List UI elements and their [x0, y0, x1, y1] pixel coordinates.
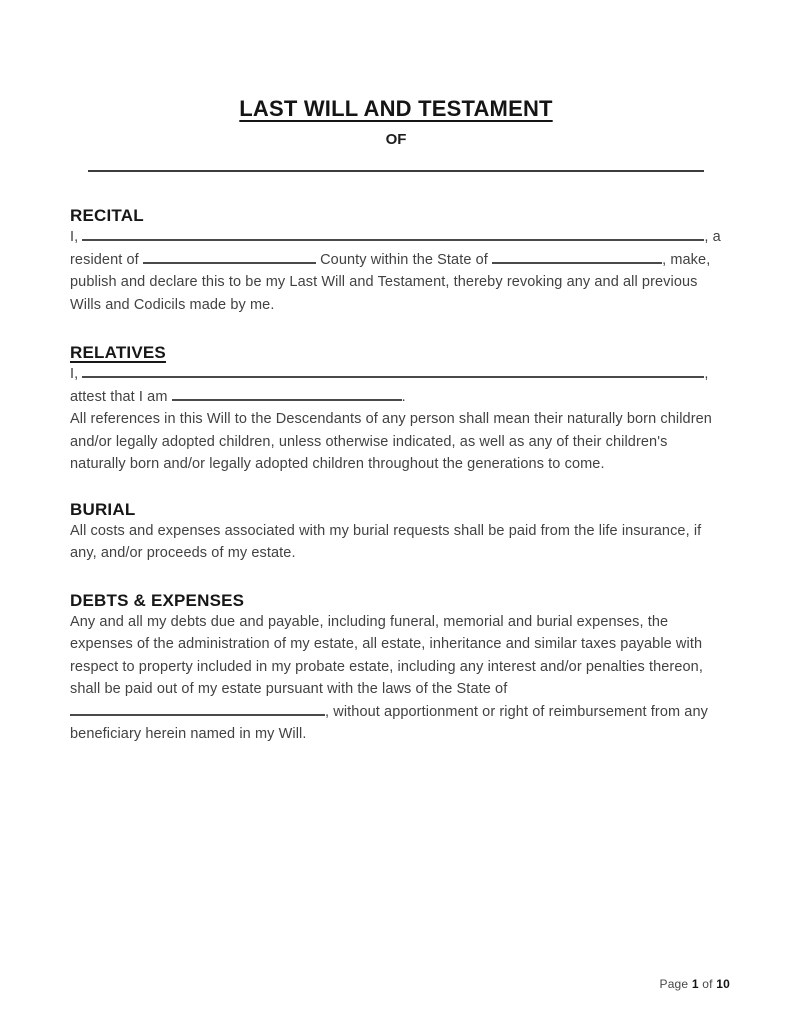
county-blank[interactable]: [143, 249, 316, 264]
relatives-text-3: .: [401, 388, 406, 405]
debts-text-1: Any and all my debts due and payable, including funeral, memorial and burial expenses, the expenses of the administration of my estate, all estate, inheritance and similar taxes payable with respect to property included in my probate estate, including any interest and/or penalties thereon, shall be paid out of my estate pursuant with the laws of the State of: [70, 613, 703, 697]
governing-state-blank[interactable]: [70, 701, 325, 716]
footer-page-number: 1: [691, 977, 699, 991]
relatives-text-2: , attest that I am: [70, 366, 709, 405]
document-title: LAST WILL AND TESTAMENT: [239, 96, 553, 121]
relationship-blank[interactable]: [172, 386, 402, 401]
footer-total-pages: 10: [716, 977, 730, 991]
testator-name-blank[interactable]: [82, 226, 704, 241]
descendants-paragraph: All references in this Will to the Descendants of any person shall mean their naturally born children and/or legally adopted children, unless otherwise indicated, as well as any of their children's naturally born and/or legally adopted children throughout the generations to come.: [70, 411, 712, 472]
recital-text-1: I,: [70, 229, 79, 245]
declarant-name-blank[interactable]: [82, 363, 704, 378]
burial-paragraph: All costs and expenses associated with my burial requests shall be paid from the life insurance, if any, and/or proceeds of my estate.: [70, 522, 702, 561]
debts-expenses-paragraph: [70, 611, 722, 746]
debts-expenses-heading: DEBTS & EXPENSES: [70, 590, 245, 610]
recital-text-4: , make, publish and declare this to be my Last Will and Testament, thereby revoking any and all previous Wills and Codicils made by me.: [70, 251, 711, 313]
footer-of-label: of: [702, 977, 713, 991]
page-footer: [659, 977, 730, 991]
recital-text-3: County within the State of: [320, 251, 488, 268]
state-blank[interactable]: [492, 249, 662, 264]
relatives-heading: RELATIVES: [70, 343, 166, 362]
recital-text-2: , a resident of: [70, 229, 721, 268]
testator-name-line[interactable]: [88, 170, 704, 172]
relatives-paragraph: [70, 363, 722, 408]
footer-page-label: Page: [659, 977, 689, 991]
of-label: OF: [385, 131, 407, 148]
debts-text-2: , without apportionment or right of reimbursement from any beneficiary herein named in my Will.: [70, 703, 708, 742]
relatives-text-1: I,: [70, 366, 79, 382]
recital-heading: RECITAL: [70, 206, 144, 225]
burial-heading: BURIAL: [70, 499, 136, 519]
recital-paragraph: [70, 226, 722, 316]
document-header: [70, 0, 722, 122]
